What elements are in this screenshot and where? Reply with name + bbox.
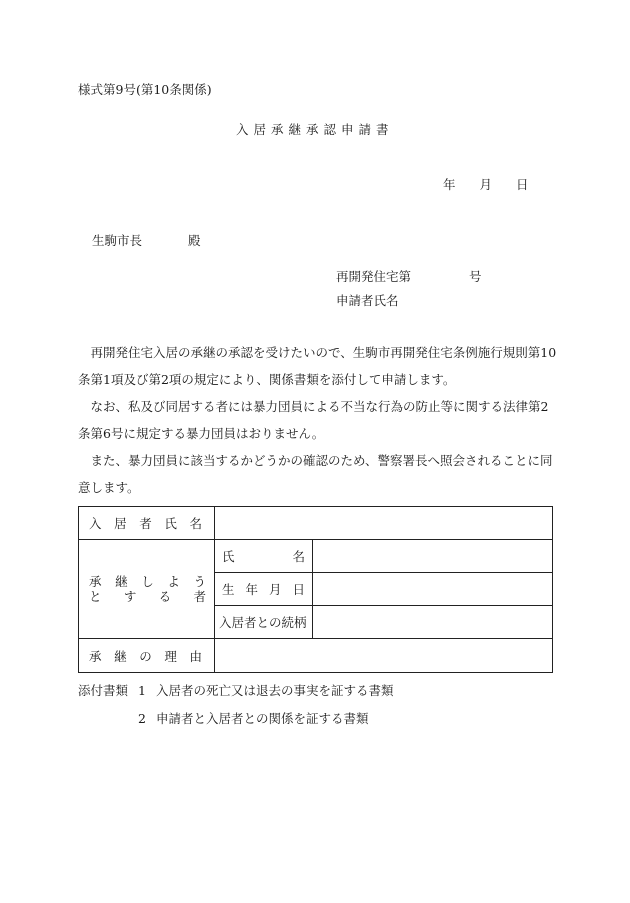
resident-name-header (79, 507, 215, 540)
housing-number (336, 267, 482, 285)
attachment-text: 入居者の死亡又は退去の事実を証する書類 (155, 683, 394, 698)
successor-name-field[interactable] (313, 540, 553, 573)
relationship-field[interactable] (313, 606, 553, 639)
application-body (78, 339, 558, 501)
table-row (79, 507, 553, 540)
reason-label: 承継の理由 (89, 648, 202, 664)
document-title: 入居承継承認申請書 (236, 122, 394, 137)
form-number: 様式第9号(第10条関係) (78, 82, 212, 97)
relationship-label: 入居者との続柄 (219, 615, 307, 630)
attachment-text: 申請者と入居者との関係を証する書類 (155, 711, 369, 726)
successor-name-header (215, 540, 313, 573)
date-month-label: 月 (479, 177, 493, 192)
date-line (443, 175, 529, 193)
successor-label-line-2: とする者 (89, 589, 206, 604)
addressee (92, 231, 201, 249)
successor-name-label: 氏名 (222, 549, 305, 564)
attachment-item-1 (78, 681, 393, 699)
housing-number-suffix: 号 (469, 269, 482, 284)
body-paragraph-3: また、暴力団員に該当するかどうかの確認のため、警察署長へ照会されることに同意します。 (78, 453, 553, 495)
resident-name-label: 入居者氏名 (89, 516, 202, 531)
date-day-label: 日 (516, 177, 529, 192)
table-row (79, 639, 553, 673)
attachment-item-2 (138, 709, 368, 727)
applicant-name-label: 申請者氏名 (336, 293, 399, 308)
body-paragraph-2: なお、私及び同居する者には暴力団員による不当な行為の防止等に関する法律第2条第6号に規定する暴力団員はおりません。 (78, 399, 549, 441)
attachment-number: 2 (138, 711, 146, 726)
attachment-number: 1 (138, 683, 146, 698)
body-paragraph-1: 再開発住宅入居の承継の承認を受けたいので、生駒市再開発住宅条例施行規則第10条第1項及び第2項の規定により、関係書類を添付して申請します。 (78, 345, 557, 387)
successor-label-line-1: 承継しよう (89, 574, 206, 589)
birthdate-field[interactable] (313, 573, 553, 606)
relationship-header (215, 606, 313, 639)
successor-header (79, 540, 215, 639)
date-year-label: 年 (443, 177, 456, 192)
addressee-name: 生駒市長 (92, 233, 143, 248)
attachments-label: 添付書類 (78, 683, 129, 698)
birthdate-header (215, 573, 313, 606)
addressee-honorific: 殿 (188, 233, 201, 248)
reason-field[interactable] (215, 639, 553, 673)
birthdate-label: 生年月日 (222, 582, 305, 597)
resident-name-field[interactable] (215, 507, 553, 540)
reason-header (79, 639, 215, 673)
table-row (79, 540, 553, 573)
application-form-table (78, 506, 553, 673)
housing-number-label: 再開発住宅第 (336, 269, 412, 284)
